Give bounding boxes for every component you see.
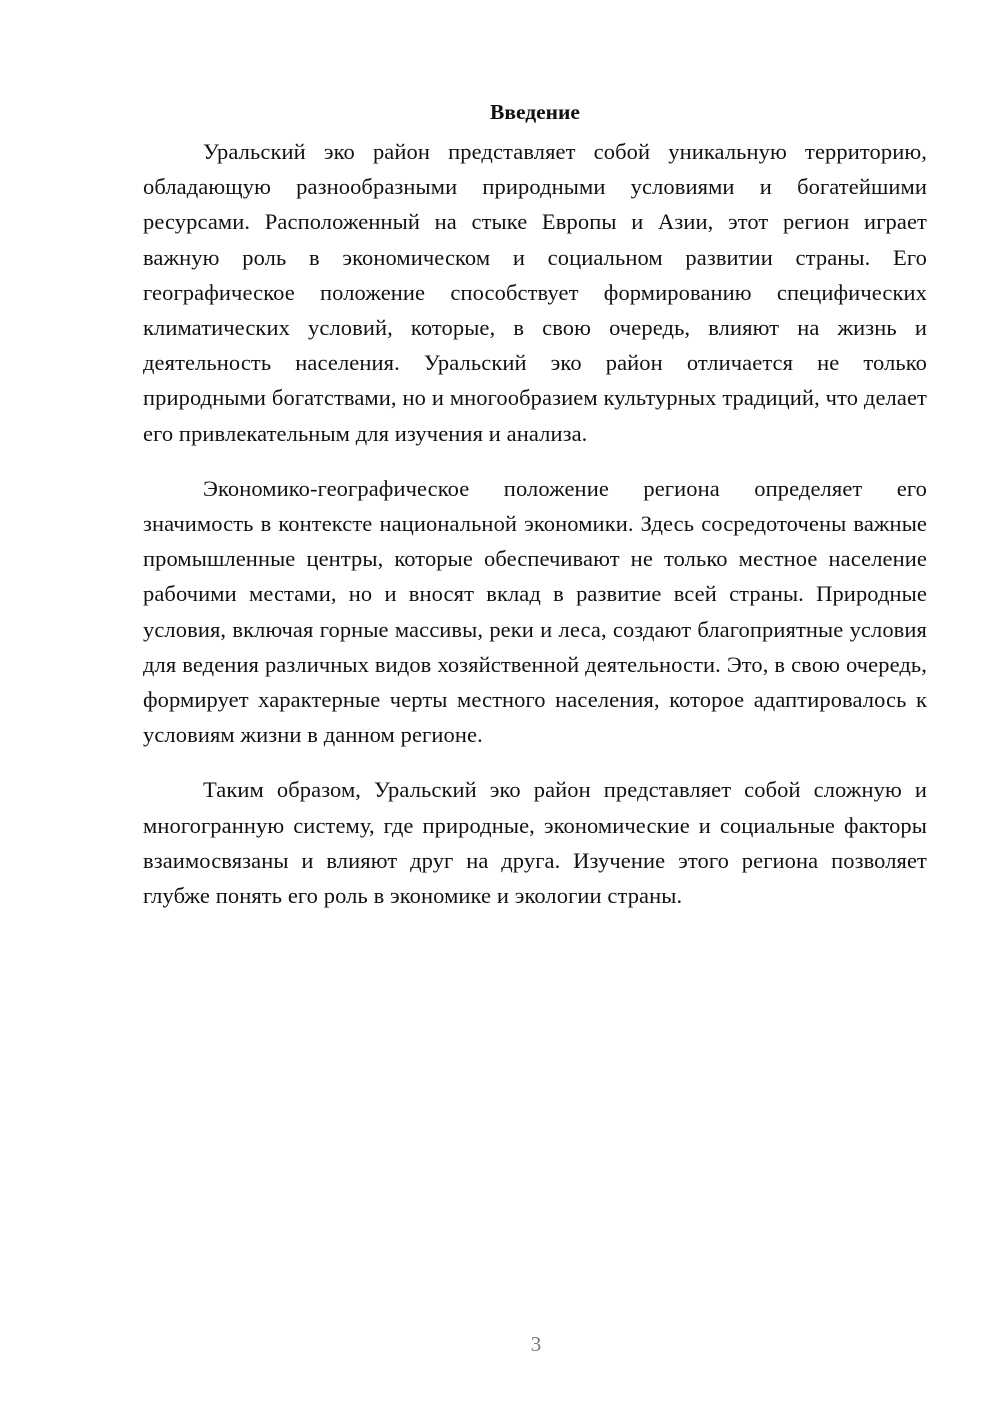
paragraph-3: Таким образом, Уральский эко район представляет собой сложную и многогранную систему, где природные, экономические и социальные факторы взаимосвязаны и влияют друг на друга. Изучение этого региона позволяет глубже понять его роль в экономике и экологии страны. xyxy=(143,777,927,909)
page-content xyxy=(143,97,927,933)
paragraph-1: Уральский эко район представляет собой уникальную территорию, обладающую разнообразными природными условиями и богатейшими ресурсами. Расположенный на стыке Европы и Азии, этот регион играет важную роль в экономическом и социальном развитии страны. Его географическое положение способствует формированию специфических климатических условий, которые, в свою очередь, влияют на жизнь и деятельность населения. Уральский эко район отличается не только природными богатствами, но и многообразием культурных традиций, что делает его привлекательным для изучения и анализа. xyxy=(143,139,927,446)
paragraph-2: Экономико-географическое положение региона определяет его значимость в контексте национальной экономики. Здесь сосредоточены важные промышленные центры, которые обеспечивают не только местное население рабочими местами, но и вносят вклад в развитие всей страны. Природные условия, включая горные массивы, реки и леса, создают благоприятные условия для ведения различных видов хозяйственной деятельности. Это, в свою очередь, формирует характерные черты местного населения, которое адаптировалось к условиям жизни в данном регионе. xyxy=(143,475,927,748)
page-number: 3 xyxy=(530,1332,542,1356)
section-title: Введение xyxy=(490,100,580,124)
